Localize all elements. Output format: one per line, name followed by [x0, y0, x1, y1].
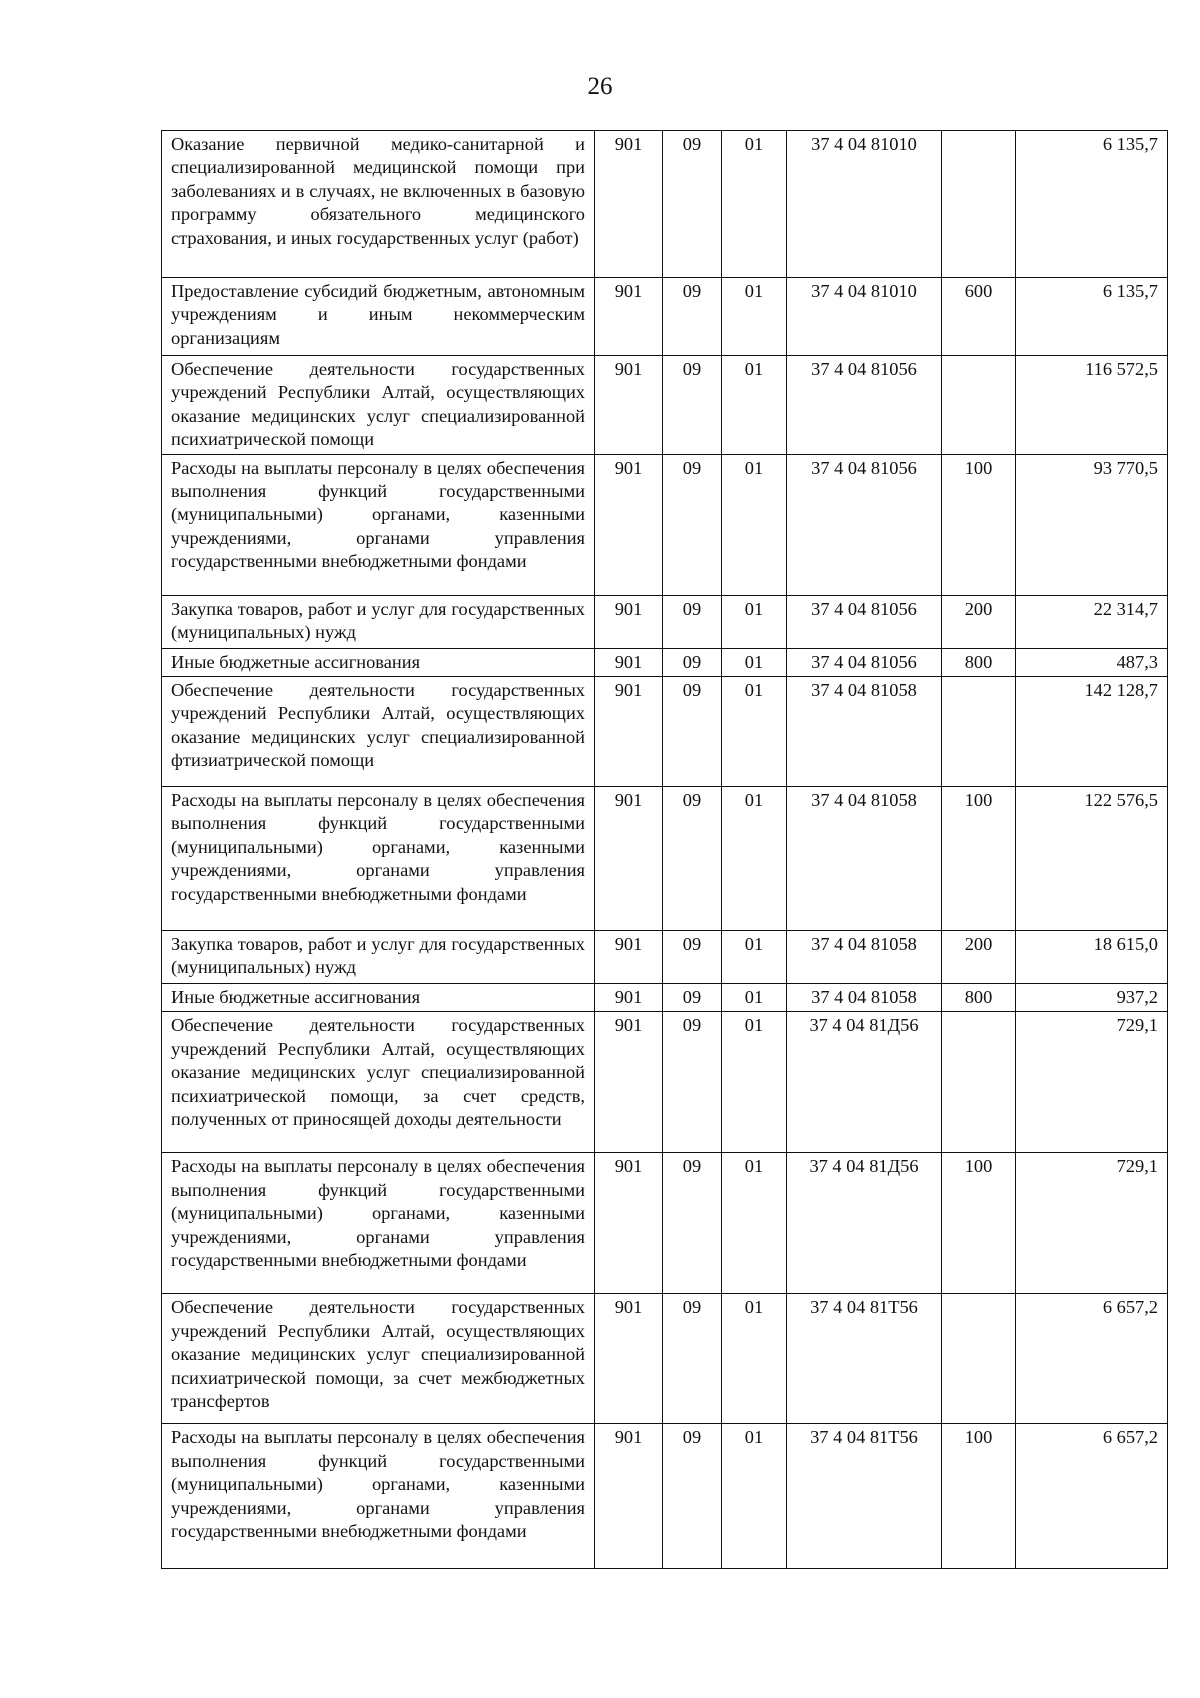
ministry-code: 901	[595, 595, 663, 648]
subsection-code: 01	[722, 595, 787, 648]
table-row	[162, 787, 1168, 931]
expense-kind-code: 100	[942, 787, 1016, 931]
ministry-code: 901	[595, 931, 663, 984]
subsection-code: 01	[722, 278, 787, 356]
table-row	[162, 356, 1168, 455]
subsection-code: 01	[722, 1424, 787, 1569]
page-number: 26	[587, 73, 613, 100]
target-article-code: 37 4 04 81Д56	[787, 1153, 942, 1294]
expense-kind-code	[942, 1294, 1016, 1424]
expense-kind-code: 100	[942, 1153, 1016, 1294]
expense-kind-code: 100	[942, 454, 1016, 595]
subsection-code: 01	[722, 356, 787, 455]
expense-kind-code: 100	[942, 1424, 1016, 1569]
row-description: Расходы на выплаты персоналу в целях обеспечения выполнения функций государственными (муниципальными) органами, казенными учреждениями, органами управления государственными внебюджетными фондами	[162, 787, 595, 931]
subsection-code: 01	[722, 131, 787, 278]
row-description: Расходы на выплаты персоналу в целях обеспечения выполнения функций государственными (муниципальными) органами, казенными учреждениями, органами управления государственными внебюджетными фондами	[162, 454, 595, 595]
section-code: 09	[663, 787, 722, 931]
ministry-code: 901	[595, 1153, 663, 1294]
row-description: Закупка товаров, работ и услуг для государственных (муниципальных) нужд	[162, 931, 595, 984]
amount: 6 657,2	[1016, 1424, 1168, 1569]
expense-kind-code: 800	[942, 648, 1016, 676]
amount: 487,3	[1016, 648, 1168, 676]
subsection-code: 01	[722, 1153, 787, 1294]
expense-kind-code: 800	[942, 984, 1016, 1012]
ministry-code: 901	[595, 648, 663, 676]
amount: 6 657,2	[1016, 1294, 1168, 1424]
expense-kind-code: 200	[942, 595, 1016, 648]
target-article-code: 37 4 04 81058	[787, 677, 942, 787]
ministry-code: 901	[595, 278, 663, 356]
ministry-code: 901	[595, 677, 663, 787]
target-article-code: 37 4 04 81Т56	[787, 1424, 942, 1569]
table-row	[162, 1294, 1168, 1424]
ministry-code: 901	[595, 131, 663, 278]
table-row	[162, 1424, 1168, 1569]
section-code: 09	[663, 984, 722, 1012]
section-code: 09	[663, 648, 722, 676]
amount: 6 135,7	[1016, 131, 1168, 278]
target-article-code: 37 4 04 81056	[787, 454, 942, 595]
ministry-code: 901	[595, 1012, 663, 1153]
expense-kind-code	[942, 677, 1016, 787]
subsection-code: 01	[722, 787, 787, 931]
target-article-code: 37 4 04 81058	[787, 984, 942, 1012]
target-article-code: 37 4 04 81010	[787, 131, 942, 278]
table-row	[162, 931, 1168, 984]
section-code: 09	[663, 454, 722, 595]
section-code: 09	[663, 356, 722, 455]
target-article-code: 37 4 04 81058	[787, 931, 942, 984]
row-description: Оказание первичной медико-санитарной и специализированной медицинской помощи при заболеваниях и в случаях, не включенных в базовую программу обязательного медицинского страхования, и иных государственных услуг (работ)	[162, 131, 595, 278]
row-description: Предоставление субсидий бюджетным, автономным учреждениям и иным некоммерческим организациям	[162, 278, 595, 356]
section-code: 09	[663, 1153, 722, 1294]
row-description: Обеспечение деятельности государственных учреждений Республики Алтай, осуществляющих оказание медицинских услуг специализированной фтизиатрической помощи	[162, 677, 595, 787]
section-code: 09	[663, 677, 722, 787]
target-article-code: 37 4 04 81056	[787, 356, 942, 455]
subsection-code: 01	[722, 648, 787, 676]
subsection-code: 01	[722, 931, 787, 984]
row-description: Иные бюджетные ассигнования	[162, 984, 595, 1012]
amount: 142 128,7	[1016, 677, 1168, 787]
row-description: Обеспечение деятельности государственных учреждений Республики Алтай, осуществляющих оказание медицинских услуг специализированной психиатрической помощи	[162, 356, 595, 455]
row-description: Закупка товаров, работ и услуг для государственных (муниципальных) нужд	[162, 595, 595, 648]
table-row	[162, 595, 1168, 648]
ministry-code: 901	[595, 356, 663, 455]
subsection-code: 01	[722, 984, 787, 1012]
table-row	[162, 454, 1168, 595]
table-row	[162, 648, 1168, 676]
amount: 937,2	[1016, 984, 1168, 1012]
target-article-code: 37 4 04 81Т56	[787, 1294, 942, 1424]
table-row	[162, 1153, 1168, 1294]
target-article-code: 37 4 04 81056	[787, 648, 942, 676]
amount: 116 572,5	[1016, 356, 1168, 455]
amount: 729,1	[1016, 1153, 1168, 1294]
amount: 729,1	[1016, 1012, 1168, 1153]
expense-kind-code	[942, 356, 1016, 455]
table-row	[162, 984, 1168, 1012]
row-description: Обеспечение деятельности государственных учреждений Республики Алтай, осуществляющих оказание медицинских услуг специализированной психиатрической помощи, за счет средств, полученных от приносящей доходы деятельности	[162, 1012, 595, 1153]
section-code: 09	[663, 931, 722, 984]
ministry-code: 901	[595, 454, 663, 595]
subsection-code: 01	[722, 677, 787, 787]
table-row	[162, 1012, 1168, 1153]
target-article-code: 37 4 04 81058	[787, 787, 942, 931]
section-code: 09	[663, 595, 722, 648]
expense-kind-code: 200	[942, 931, 1016, 984]
target-article-code: 37 4 04 81010	[787, 278, 942, 356]
row-description: Обеспечение деятельности государственных учреждений Республики Алтай, осуществляющих оказание медицинских услуг специализированной психиатрической помощи, за счет межбюджетных трансфертов	[162, 1294, 595, 1424]
row-description: Расходы на выплаты персоналу в целях обеспечения выполнения функций государственными (муниципальными) органами, казенными учреждениями, органами управления государственными внебюджетными фондами	[162, 1153, 595, 1294]
ministry-code: 901	[595, 787, 663, 931]
expense-kind-code	[942, 131, 1016, 278]
table-row	[162, 131, 1168, 278]
amount: 22 314,7	[1016, 595, 1168, 648]
subsection-code: 01	[722, 1012, 787, 1153]
amount: 18 615,0	[1016, 931, 1168, 984]
section-code: 09	[663, 1012, 722, 1153]
amount: 6 135,7	[1016, 278, 1168, 356]
section-code: 09	[663, 1294, 722, 1424]
section-code: 09	[663, 131, 722, 278]
amount: 122 576,5	[1016, 787, 1168, 931]
section-code: 09	[663, 1424, 722, 1569]
target-article-code: 37 4 04 81056	[787, 595, 942, 648]
ministry-code: 901	[595, 1294, 663, 1424]
subsection-code: 01	[722, 1294, 787, 1424]
row-description: Иные бюджетные ассигнования	[162, 648, 595, 676]
subsection-code: 01	[722, 454, 787, 595]
section-code: 09	[663, 278, 722, 356]
expense-kind-code: 600	[942, 278, 1016, 356]
amount: 93 770,5	[1016, 454, 1168, 595]
ministry-code: 901	[595, 1424, 663, 1569]
table-row	[162, 278, 1168, 356]
table-row	[162, 677, 1168, 787]
expense-kind-code	[942, 1012, 1016, 1153]
ministry-code: 901	[595, 984, 663, 1012]
row-description: Расходы на выплаты персоналу в целях обеспечения выполнения функций государственными (муниципальными) органами, казенными учреждениями, органами управления государственными внебюджетными фондами	[162, 1424, 595, 1569]
budget-table	[161, 130, 1168, 1569]
target-article-code: 37 4 04 81Д56	[787, 1012, 942, 1153]
